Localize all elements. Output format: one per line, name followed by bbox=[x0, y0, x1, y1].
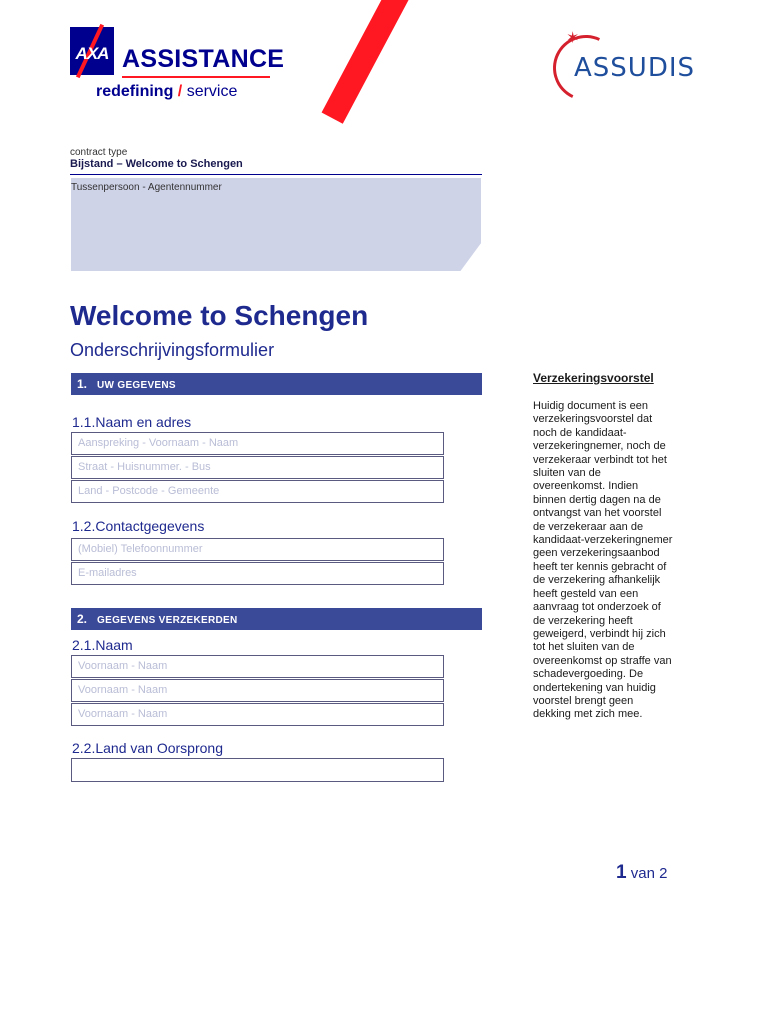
subsection-2-1: 2.1.Naam bbox=[72, 637, 133, 653]
tagline-slash: / bbox=[177, 83, 183, 100]
axa-logo-mark: AXA bbox=[75, 44, 109, 63]
tagline-rest: service bbox=[186, 83, 238, 100]
page-title: Welcome to Schengen bbox=[70, 300, 369, 331]
section-1-title: UW GEGEVENS bbox=[97, 380, 176, 391]
page-counter bbox=[616, 862, 667, 884]
section-1-number: 1. bbox=[77, 377, 88, 391]
subsection-1-1: 1.1.Naam en adres bbox=[72, 414, 192, 430]
section-2-title: GEGEVENS VERZEKERDEN bbox=[97, 615, 238, 626]
name-address-field-1[interactable]: Aanspreking - Voornaam - Naam bbox=[71, 432, 444, 455]
assudis-star-icon: ✶ bbox=[566, 30, 580, 47]
sidebar-text: Huidig document is een verzekeringsvoorstel dat noch de kandidaat-verzekeringnemer, noch de verzekeraar verbindt tot het sluiten van de overeenkomst. Indien binnen dertig dagen na de ontvangst van het voorstel de verzekeraar aan de kandidaat-verzekeringnemer geen verzekeringsaanbod heeft ter kennis gebracht of de verzekering afhankelijk heeft gesteld van een aanvraag tot onderzoek of de verzekering heeft geweigerd, verbindt hij zich tot het sluiten van de overeenkomst op straffe van schadevergoeding. De ondertekening van huidig voorstel brengt geen dekking met zich mee. bbox=[533, 400, 673, 721]
section-2-header bbox=[71, 608, 482, 630]
country-of-origin-field[interactable] bbox=[71, 758, 444, 782]
red-diagonal-stripe bbox=[322, 0, 414, 124]
subsection-2-2: 2.2.Land van Oorsprong bbox=[72, 740, 223, 756]
section-1-header bbox=[71, 373, 482, 395]
contract-type-value: Bijstand – Welcome to Schengen bbox=[70, 158, 243, 170]
axa-tagline bbox=[96, 83, 237, 101]
subsection-1-2: 1.2.Contactgegevens bbox=[72, 518, 205, 534]
name-address-field-3[interactable]: Land - Postcode - Gemeente bbox=[71, 480, 444, 503]
email-field[interactable]: E-mailadres bbox=[71, 562, 444, 585]
assudis-logo: ASSUDIS bbox=[574, 53, 696, 83]
insured-name-field-2[interactable]: Voornaam - Naam bbox=[71, 679, 444, 702]
logo-underline bbox=[122, 76, 270, 78]
sidebar-title: Verzekeringsvoorstel bbox=[533, 371, 654, 385]
name-address-field-2[interactable]: Straat - Huisnummer. - Bus bbox=[71, 456, 444, 479]
divider bbox=[70, 174, 482, 175]
axa-assistance-name: ASSISTANCE bbox=[122, 45, 285, 73]
section-2-number: 2. bbox=[77, 612, 88, 626]
page-total: van 2 bbox=[630, 865, 668, 882]
tagline-bold: redefining bbox=[96, 83, 174, 100]
page-subtitle: Onderschrijvingsformulier bbox=[70, 340, 275, 360]
insured-name-field-3[interactable]: Voornaam - Naam bbox=[71, 703, 444, 726]
insured-name-field-1[interactable]: Voornaam - Naam bbox=[71, 655, 444, 678]
intermediary-label: Tussenpersoon - Agentennummer bbox=[71, 182, 222, 193]
phone-field[interactable]: (Mobiel) Telefoonnummer bbox=[71, 538, 444, 561]
page-current: 1 bbox=[616, 862, 627, 883]
contract-type-label: contract type bbox=[70, 147, 128, 158]
